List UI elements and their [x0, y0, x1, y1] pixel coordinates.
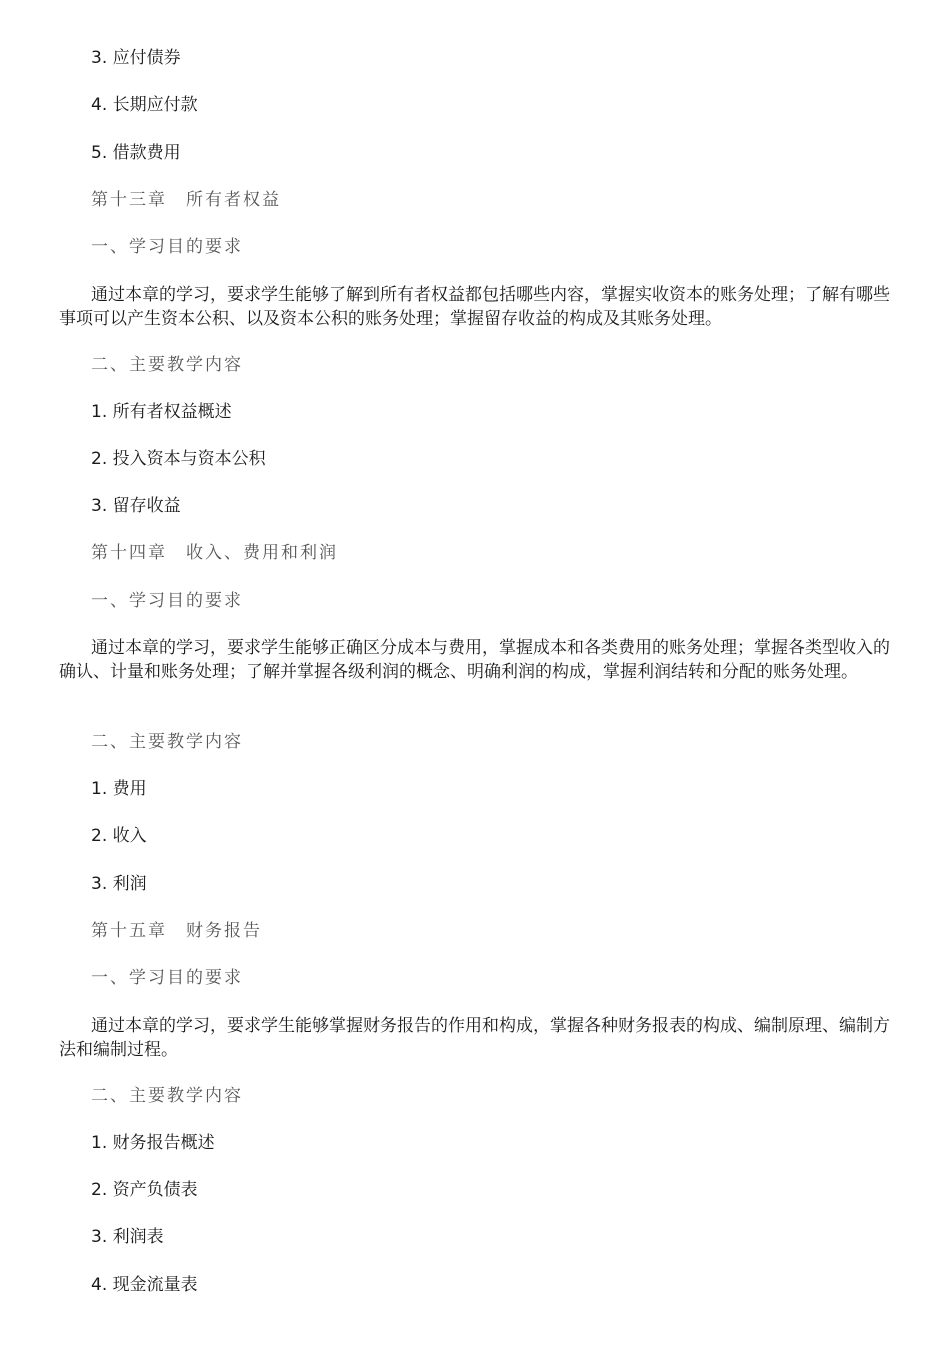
list-item-borrowing-costs: 5. 借款费用: [91, 143, 181, 163]
chapter-14-goal-text: 通过本章的学习，要求学生能够正确区分成本与费用，掌握成本和各类费用的账务处理；掌握各类型收入的确认、计量和账务处理；了解并掌握各级利润的概念、明确利润的构成，掌握利润结转和分配的账务处理。: [59, 638, 890, 682]
chapter-14-content-heading: 二、主要教学内容: [91, 732, 243, 752]
chapter-13-item: 3. 留存收益: [91, 496, 181, 516]
chapter-15-item: 1. 财务报告概述: [91, 1133, 215, 1153]
chapter-13-item: 1. 所有者权益概述: [91, 402, 232, 422]
chapter-14-goal-heading: 一、学习目的要求: [91, 591, 243, 611]
chapter-14-item: 1. 费用: [91, 779, 147, 799]
chapter-13-title: 第十三章 所有者权益: [91, 190, 281, 210]
chapter-13-goal-text: 通过本章的学习，要求学生能够了解到所有者权益都包括哪些内容，掌握实收资本的账务处理；了解有哪些事项可以产生资本公积、以及资本公积的账务处理；掌握留存收益的构成及其账务处理。: [59, 285, 890, 329]
chapter-15-item: 4. 现金流量表: [91, 1275, 198, 1295]
chapter-15-goal-text: 通过本章的学习，要求学生能够掌握财务报告的作用和构成，掌握各种财务报表的构成、编制原理、编制方法和编制过程。: [59, 1016, 890, 1060]
chapter-13-content-heading: 二、主要教学内容: [91, 355, 243, 375]
chapter-13-item: 2. 投入资本与资本公积: [91, 449, 266, 469]
chapter-14-item: 3. 利润: [91, 874, 147, 894]
list-item-bonds-payable: 3. 应付债券: [91, 48, 181, 68]
chapter-14-item: 2. 收入: [91, 826, 147, 846]
chapter-15-content-heading: 二、主要教学内容: [91, 1086, 243, 1106]
chapter-14-title: 第十四章 收入、费用和利润: [91, 543, 338, 563]
chapter-13-goal-heading: 一、学习目的要求: [91, 237, 243, 257]
chapter-15-goal-heading: 一、学习目的要求: [91, 968, 243, 988]
chapter-15-item: 3. 利润表: [91, 1227, 164, 1247]
chapter-15-title: 第十五章 财务报告: [91, 921, 262, 941]
chapter-15-item: 2. 资产负债表: [91, 1180, 198, 1200]
list-item-long-term-payables: 4. 长期应付款: [91, 95, 198, 115]
